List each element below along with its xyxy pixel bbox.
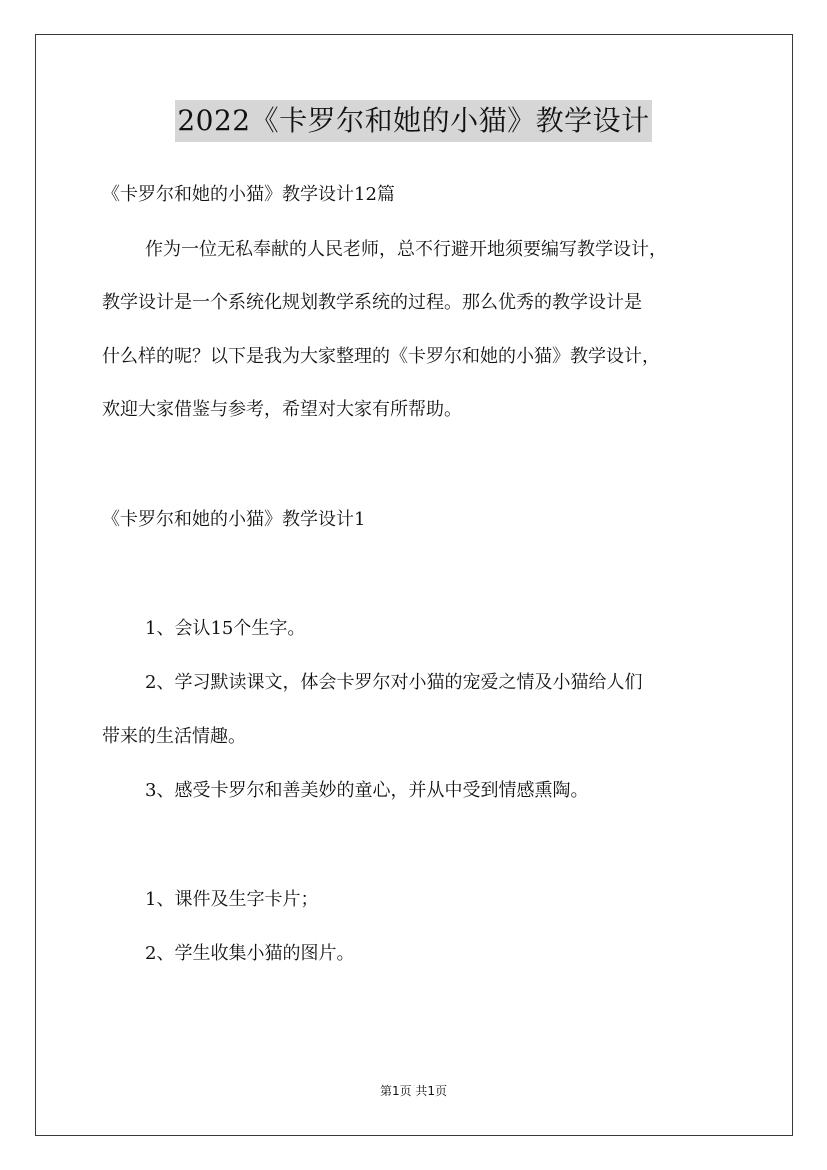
goal-item-2: 2、学习默读课文，体会卡罗尔对小猫的宠爱之情及小猫给人们 [145, 672, 643, 693]
page-number: 第1页 共1页 [379, 1084, 448, 1098]
goal-item-1: 1、会认15个生字。 [145, 618, 306, 639]
intro-line-4: 欢迎大家借鉴与参考，希望对大家有所帮助。 [102, 399, 462, 420]
prep-item-1: 1、课件及生字卡片； [145, 889, 319, 910]
prep-item-2: 2、学生收集小猫的图片。 [145, 943, 355, 964]
goal-item-3: 3、感受卡罗尔和善美妙的童心，并从中受到情感熏陶。 [145, 780, 589, 801]
document-title: 2022《卡罗尔和她的小猫》教学设计 [175, 100, 651, 142]
intro-line-1: 作为一位无私奉献的人民老师，总不行避开地须要编写教学设计， [145, 239, 667, 260]
goal-item-2-continued: 带来的生活情趣。 [102, 726, 246, 747]
intro-line-3: 什么样的呢？以下是我为大家整理的《卡罗尔和她的小猫》教学设计， [102, 346, 660, 367]
title-container [0, 100, 827, 142]
document-subtitle: 《卡罗尔和她的小猫》教学设计12篇 [102, 184, 395, 205]
intro-line-2: 教学设计是一个系统化规划教学系统的过程。那么优秀的教学设计是 [102, 292, 642, 313]
section-heading: 《卡罗尔和她的小猫》教学设计1 [102, 509, 366, 530]
